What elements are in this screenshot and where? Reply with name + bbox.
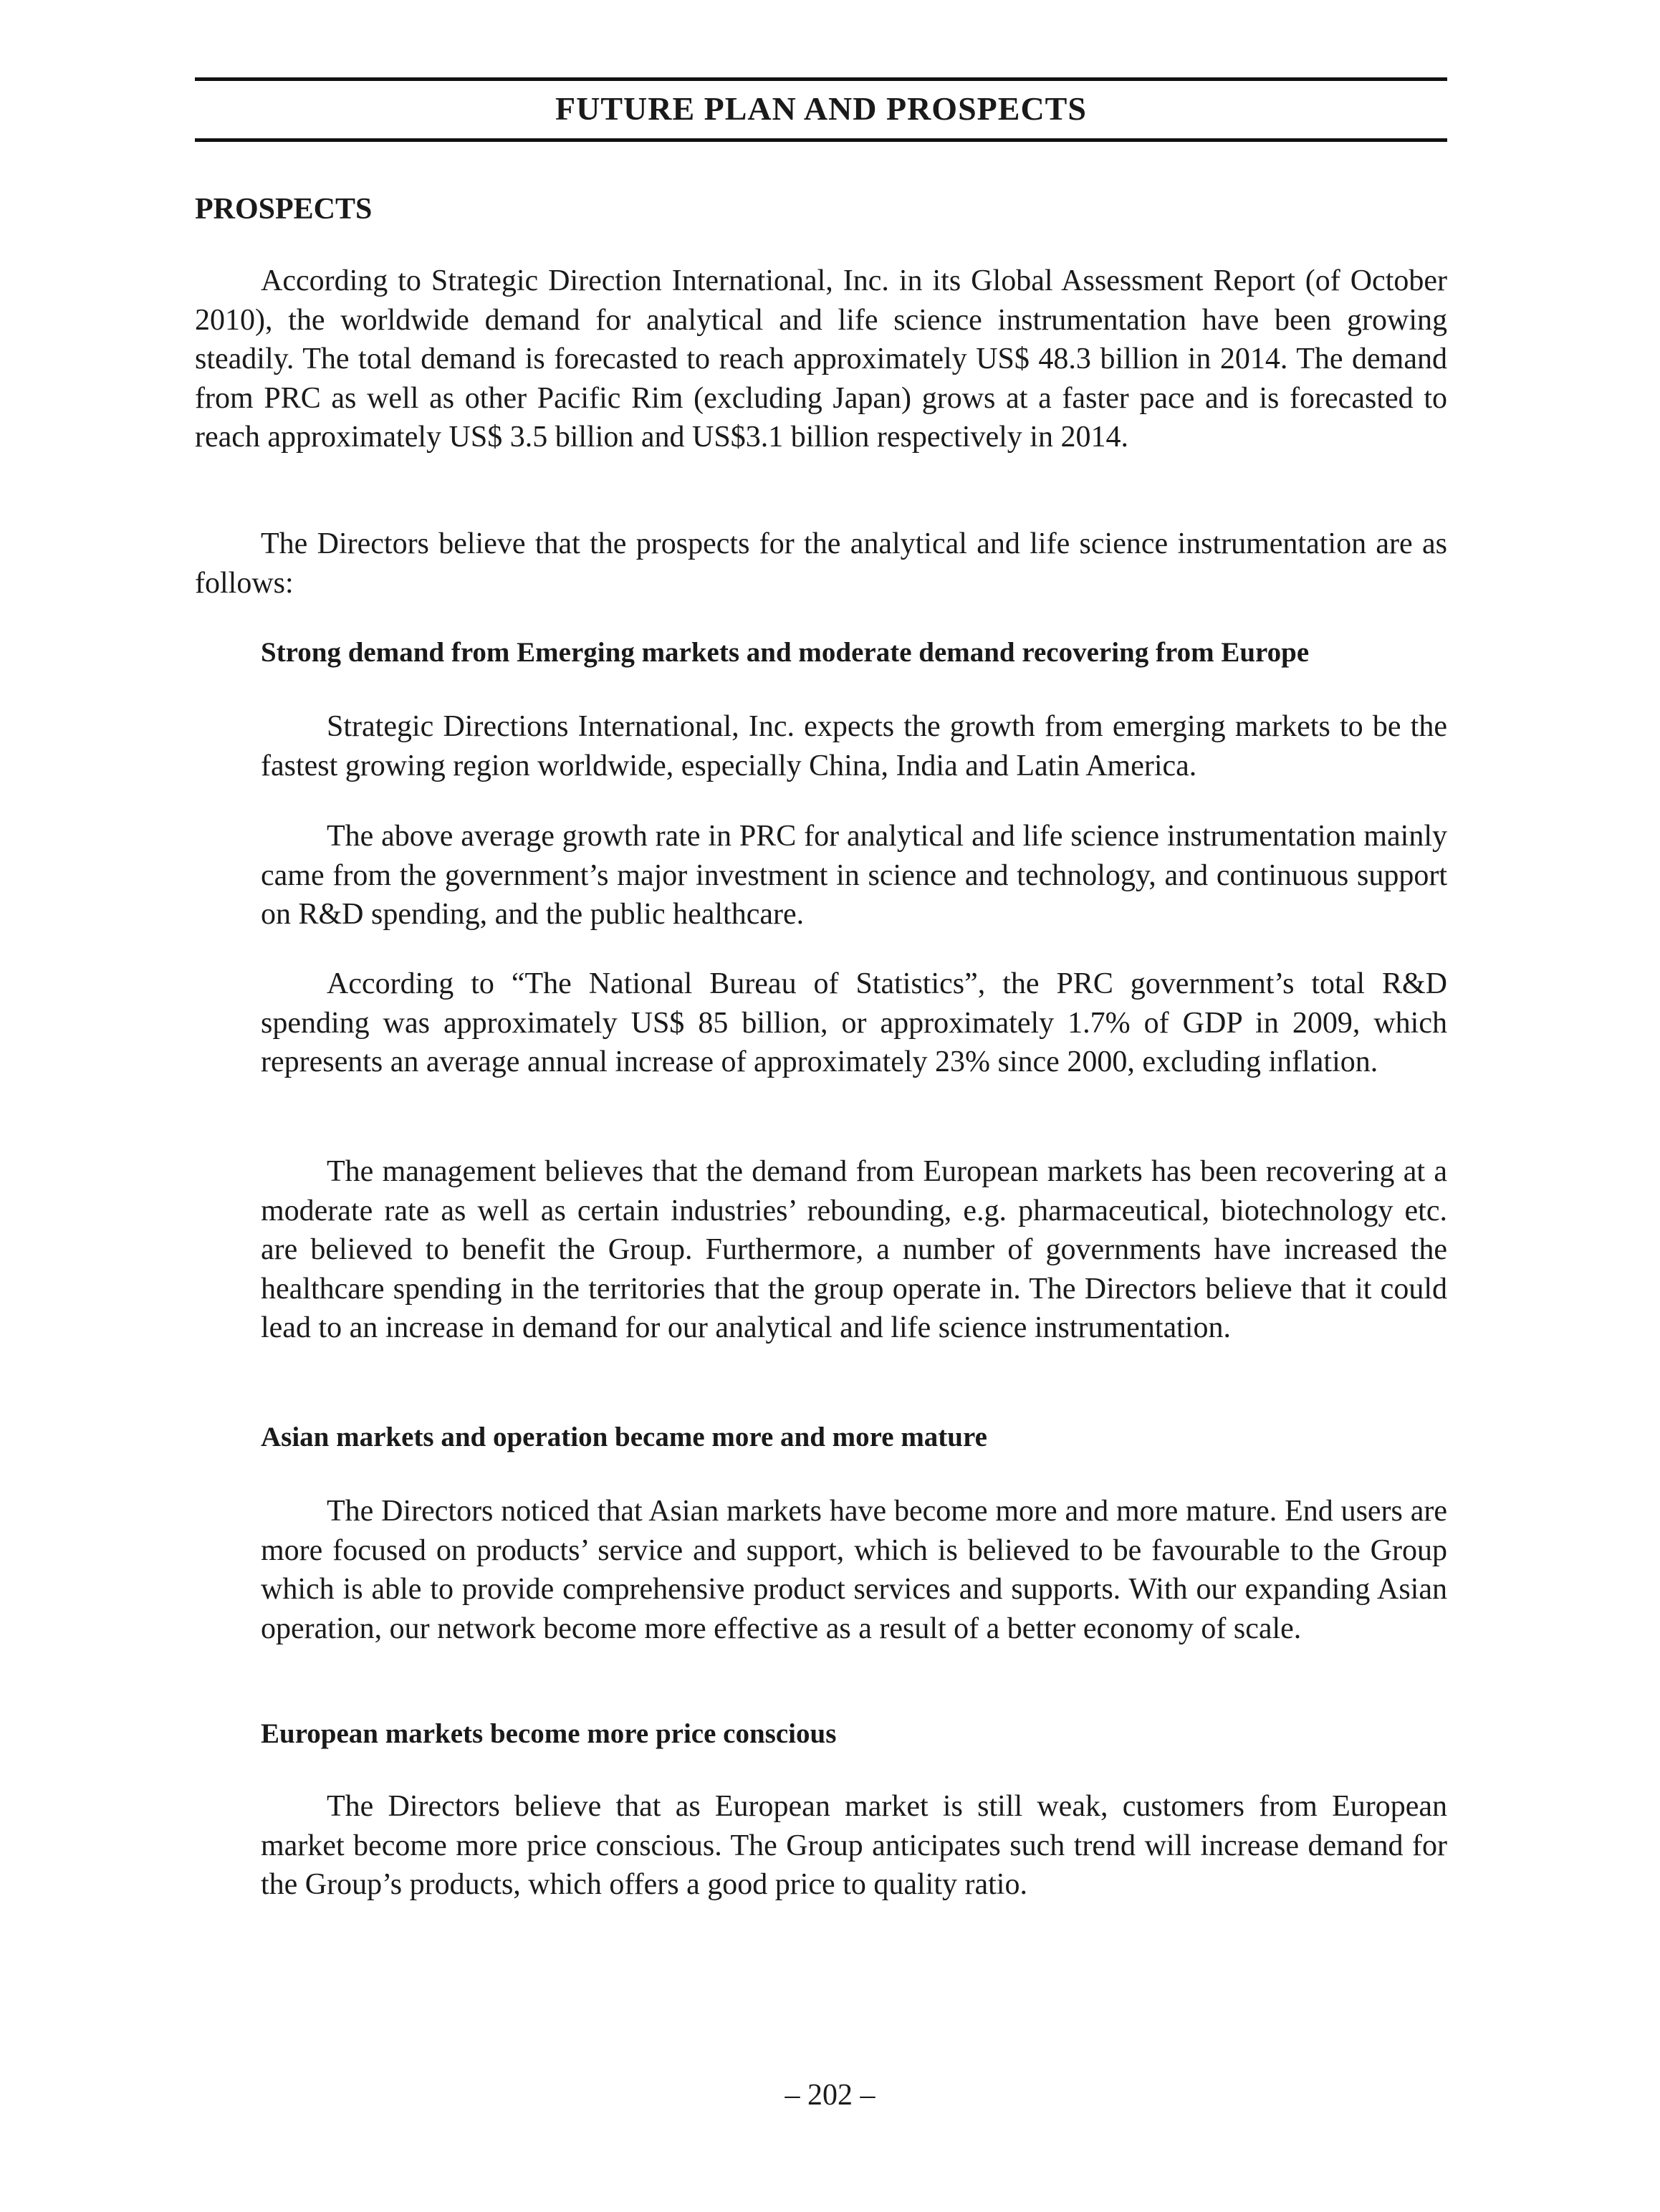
page-number: – 202 – [785, 2079, 875, 2112]
paragraph: The Directors noticed that Asian markets have become more and more mature. End users are more focused on products’ service and support, which is believed to be favourable to the Group which is able to provide comprehensive product services and supports. With our expanding Asian operation, our network become more effective as a result of a better economy of scale. [261, 1495, 1447, 1645]
subsection-heading: European markets become more price conscious [261, 1718, 837, 1749]
header-rule-bottom [195, 138, 1447, 142]
subsection-heading: Strong demand from Emerging markets and moderate demand recovering from Europe [261, 637, 1310, 668]
page-header-title: FUTURE PLAN AND PROSPECTS [555, 90, 1087, 127]
header-rule-top [195, 77, 1447, 81]
paragraph: The above average growth rate in PRC for analytical and life science instrumentation mainly came from the government’s major investment in science and technology, and continuous support on R&D spending, and the public healthcare. [261, 820, 1447, 931]
paragraph: Strategic Directions International, Inc. expects the growth from emerging markets to be the fastest growing region worldwide, especially China, India and Latin America. [261, 710, 1447, 782]
paragraph: According to Strategic Direction International, Inc. in its Global Assessment Report (of October 2010), the worldwide demand for analytical and life science instrumentation have been growing steadily. The total demand is forecasted to reach approximately US$ 48.3 billion in 2014. The demand from PRC as well as other Pacific Rim (excluding Japan) grows at a faster pace and is forecasted to reach approximately US$ 3.5 billion and US$3.1 billion respectively in 2014. [195, 264, 1447, 454]
paragraph: The management believes that the demand from European markets has been recovering at a moderate rate as well as certain industries’ rebounding, e.g. pharmaceutical, biotechnology etc. are believed to benefit the Group. Furthermore, a number of governments have increased the healthcare spending in the territories that the group operate in. The Directors believe that it could lead to an increase in demand for our analytical and life science instrumentation. [261, 1155, 1447, 1344]
paragraph: The Directors believe that as European market is still weak, customers from European market become more price conscious. The Group anticipates such trend will increase demand for the Group’s products, which offers a good price to quality ratio. [261, 1790, 1447, 1901]
section-heading: PROSPECTS [195, 193, 373, 226]
paragraph: According to “The National Bureau of Statistics”, the PRC government’s total R&D spending was approximately US$ 85 billion, or approximately 1.7% of GDP in 2009, which represents an average annual increase of approximately 23% since 2000, excluding inflation. [261, 967, 1447, 1078]
subsection-heading: Asian markets and operation became more and more mature [261, 1422, 987, 1452]
paragraph: The Directors believe that the prospects for the analytical and life science instrumentation are as follows: [195, 527, 1447, 600]
